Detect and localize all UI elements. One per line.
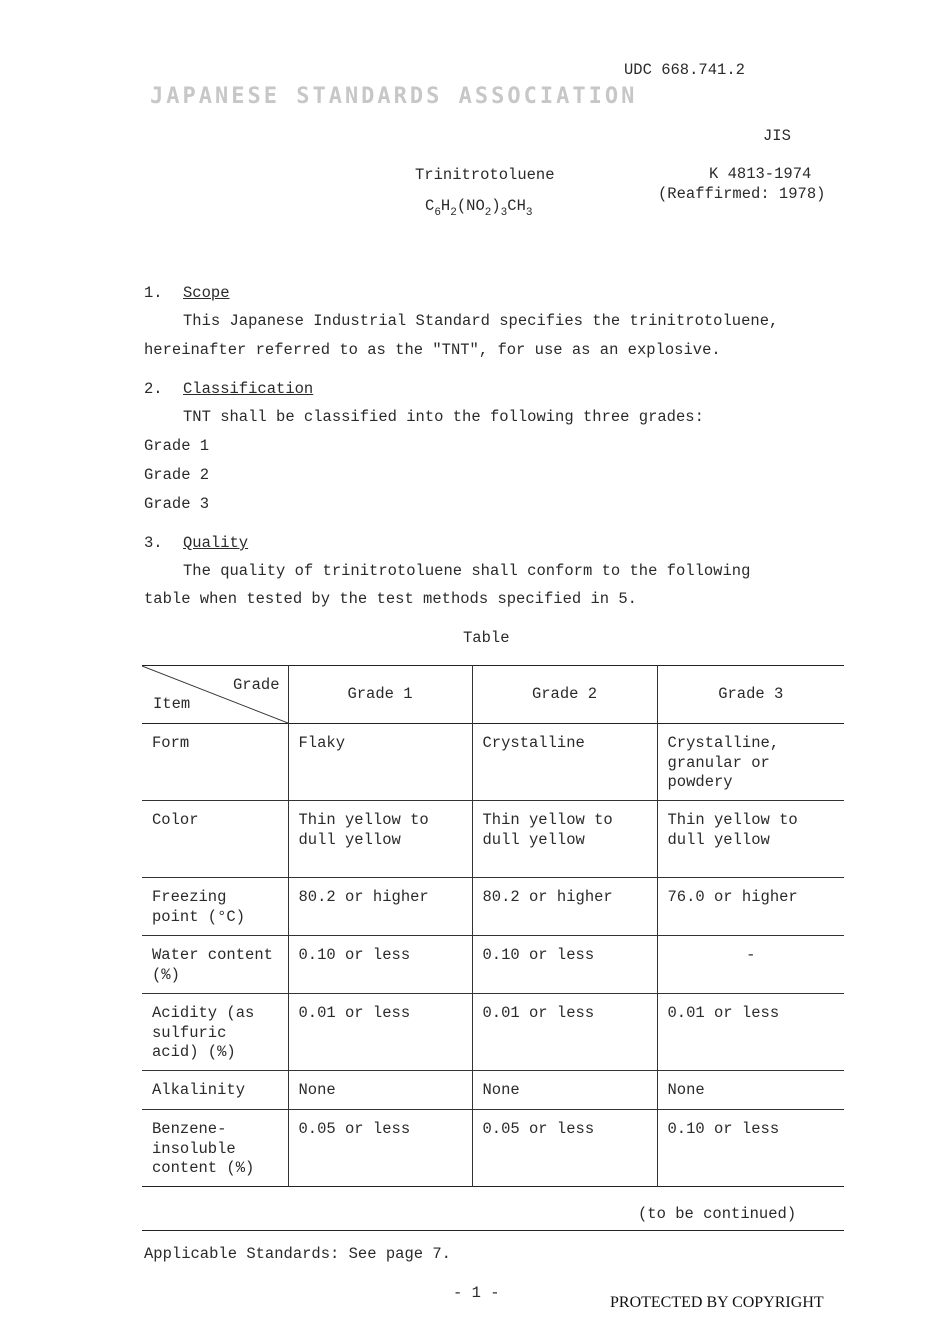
table-row-form xyxy=(142,724,844,801)
row-item-cell: Freezing point (°C) xyxy=(152,888,246,926)
table-row-water-content xyxy=(142,936,844,994)
table-cell: - xyxy=(657,936,844,994)
column-header-grade-2: Grade 2 xyxy=(472,666,657,724)
table-row-benzene-insoluble xyxy=(142,1110,844,1187)
table-cell: 0.05 or less xyxy=(472,1110,657,1187)
table-caption: Table xyxy=(463,629,510,647)
section-quality-number: 3. xyxy=(144,534,163,552)
publisher-watermark: JAPANESE STANDARDS ASSOCIATION xyxy=(150,84,638,109)
table-row-freezing-point xyxy=(142,878,844,936)
table-cell: 0.01 or less xyxy=(288,994,472,1071)
udc-number: UDC 668.741.2 xyxy=(624,61,745,79)
table-row-alkalinity xyxy=(142,1071,844,1110)
chemical-formula: $C_6H_2(NO_2)_3CH_3$ xyxy=(425,197,533,219)
section-scope-number: 1. xyxy=(144,284,163,302)
footer-divider xyxy=(142,1230,844,1231)
column-header-grade-1: Grade 1 xyxy=(288,666,472,724)
table-cell: 0.01 or less xyxy=(472,994,657,1071)
column-header-grade-3: Grade 3 xyxy=(657,666,844,724)
row-item-cell: Acidity (as sulfuric acid) (%) xyxy=(152,1004,255,1061)
table-cell: 0.10 or less xyxy=(288,936,472,994)
scope-text-line2: hereinafter referred to as the "TNT", for use as an explosive. xyxy=(144,341,721,359)
table-cell: 80.2 or higher xyxy=(472,878,657,936)
table-corner-cell xyxy=(142,666,288,724)
corner-item-label: Item xyxy=(153,695,191,713)
standard-number: K 4813-1974 xyxy=(709,165,812,183)
document-title: Trinitrotoluene xyxy=(415,166,555,184)
table-row-color xyxy=(142,801,844,878)
section-classification-heading: Classification xyxy=(183,380,314,398)
page-number: - 1 - xyxy=(453,1284,500,1302)
table-cell: Thin yellow to dull yellow xyxy=(472,801,657,878)
jis-label: JIS xyxy=(763,127,791,145)
table-cell: Crystalline xyxy=(472,724,657,801)
reaffirmed-date: (Reaffirmed: 1978) xyxy=(658,185,826,203)
row-item-cell: Form xyxy=(152,734,190,752)
table-cell: None xyxy=(472,1071,657,1110)
grade-list-item: Grade 1 xyxy=(144,437,210,455)
row-item-cell: Benzene- insoluble content (%) xyxy=(152,1120,255,1177)
table-cell: Crystalline, granular or powdery xyxy=(657,724,844,801)
quality-text-line1: The quality of trinitrotoluene shall conform to the following xyxy=(183,562,751,580)
table-cell: Flaky xyxy=(288,724,472,801)
table-cell: 0.10 or less xyxy=(657,1110,844,1187)
table-cell: Thin yellow to dull yellow xyxy=(288,801,472,878)
table-cell: 76.0 or higher xyxy=(657,878,844,936)
table-cell: 0.05 or less xyxy=(288,1110,472,1187)
corner-grade-label: Grade xyxy=(232,676,280,694)
section-scope-heading: Scope xyxy=(183,284,230,302)
section-classification-number: 2. xyxy=(144,380,163,398)
table-cell: 0.10 or less xyxy=(472,936,657,994)
grade-list-item: Grade 3 xyxy=(144,495,210,513)
table-header-row xyxy=(142,666,844,724)
row-item-cell: Water content (%) xyxy=(152,946,273,984)
quality-text-line2: table when tested by the test methods specified in 5. xyxy=(144,590,637,608)
section-quality-heading: Quality xyxy=(183,534,249,552)
scope-text-line1: This Japanese Industrial Standard specifies the trinitrotoluene, xyxy=(183,312,779,330)
quality-table xyxy=(142,665,844,1187)
table-cell: Thin yellow to dull yellow xyxy=(657,801,844,878)
row-item-cell: Color xyxy=(152,811,199,829)
table-cell: 0.01 or less xyxy=(657,994,844,1071)
table-cell: None xyxy=(288,1071,472,1110)
continued-note: (to be continued) xyxy=(638,1205,797,1223)
table-cell: 80.2 or higher xyxy=(288,878,472,936)
classification-text: TNT shall be classified into the following three grades: xyxy=(183,408,704,426)
applicable-standards-note: Applicable Standards: See page 7. xyxy=(144,1245,451,1263)
copyright-notice: PROTECTED BY COPYRIGHT xyxy=(610,1294,824,1311)
grade-list-item: Grade 2 xyxy=(144,466,210,484)
row-item-cell: Alkalinity xyxy=(152,1081,246,1099)
table-row-acidity xyxy=(142,994,844,1071)
table-cell: None xyxy=(657,1071,844,1110)
